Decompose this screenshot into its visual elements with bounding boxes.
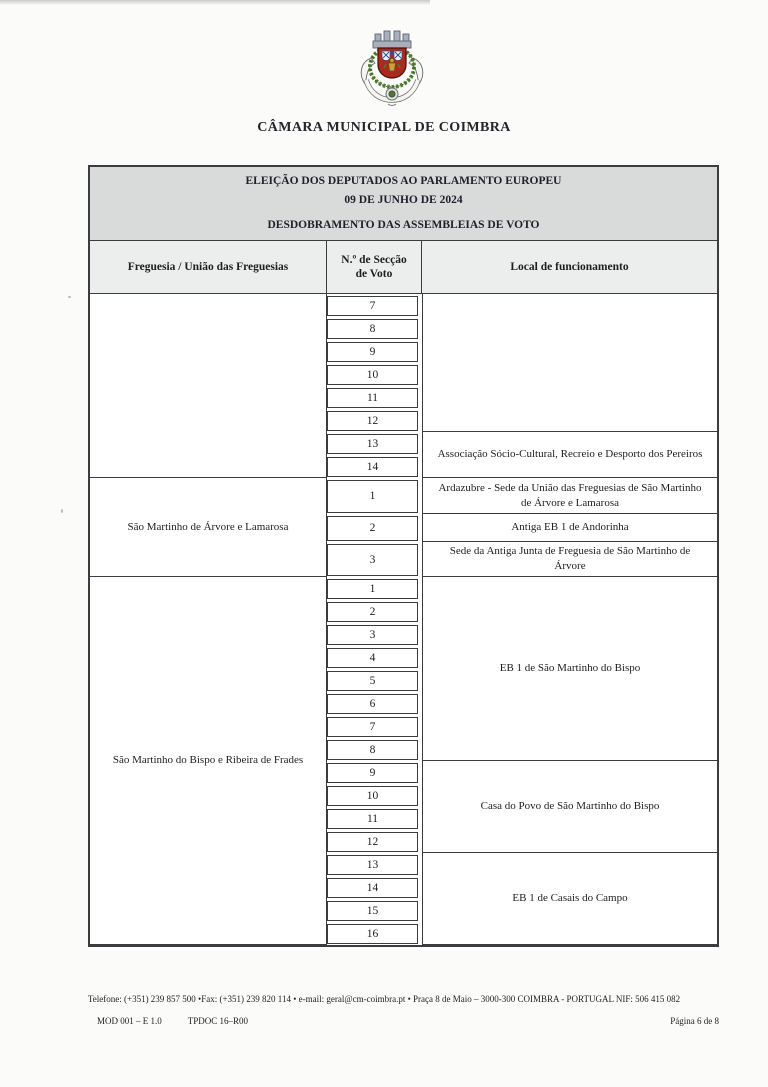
section-number-cell [327, 646, 422, 669]
section-number-cell [327, 807, 422, 830]
section-number: 2 [327, 516, 418, 541]
scan-speck [68, 296, 71, 298]
election-title: ELEIÇÃO DOS DEPUTADOS AO PARLAMENTO EUROPEU [245, 175, 562, 187]
section-number: 10 [327, 365, 418, 385]
section-number-cell [327, 542, 422, 577]
table-subtitle: DESDOBRAMENTO DAS ASSEMBLEIAS DE VOTO [267, 219, 540, 231]
section-number: 13 [327, 855, 418, 875]
election-banner [90, 167, 717, 241]
section-number: 2 [327, 602, 418, 622]
local-cell: Ardazubre - Sede da União das Freguesias de São Martinho de Árvore e Lamarosa [422, 478, 717, 514]
section-number: 9 [327, 763, 418, 783]
table-header-row [90, 241, 717, 294]
footer-meta-row [97, 1016, 719, 1026]
local-cell: EB 1 de São Martinho do Bispo [422, 577, 717, 761]
column-header-seccao: N.º de Secção de Voto [327, 241, 422, 293]
section-number: 14 [327, 457, 418, 477]
page-title: CÂMARA MUNICIPAL DE COIMBRA [257, 120, 511, 135]
section-number-cell [327, 669, 422, 692]
local-cell: Sede da Antiga Junta de Freguesia de São Martinho de Árvore [422, 542, 717, 577]
section-number-cell [327, 738, 422, 761]
section-number: 3 [327, 544, 418, 576]
section-number-cell [327, 853, 422, 876]
section-number: 12 [327, 411, 418, 431]
section-number: 13 [327, 434, 418, 454]
section-number-cell [327, 899, 422, 922]
local-cell: EB 1 de Casais do Campo [422, 853, 717, 945]
section-number-cell [327, 409, 422, 432]
section-number: 16 [327, 924, 418, 944]
section-number-cell [327, 478, 422, 514]
scan-speck [61, 509, 63, 513]
section-number-cell [327, 600, 422, 623]
section-number-cell [327, 386, 422, 409]
section-number: 3 [327, 625, 418, 645]
freguesia-cell [90, 294, 327, 478]
table-body [90, 294, 717, 945]
freguesia-cell: São Martinho do Bispo e Ribeira de Frades [90, 577, 327, 945]
section-number-cell [327, 784, 422, 807]
section-number: 1 [327, 480, 418, 513]
section-number-cell [327, 623, 422, 646]
section-number: 15 [327, 901, 418, 921]
section-number: 6 [327, 694, 418, 714]
local-cell: Casa do Povo de São Martinho do Bispo [422, 761, 717, 853]
freguesia-cell: São Martinho de Árvore e Lamarosa [90, 478, 327, 577]
section-number-cell [327, 294, 422, 317]
section-number-cell [327, 340, 422, 363]
section-number: 12 [327, 832, 418, 852]
document-codes [97, 1016, 274, 1026]
section-number: 9 [327, 342, 418, 362]
section-number-cell [327, 876, 422, 899]
section-number-cell [327, 761, 422, 784]
local-cell: Associação Sócio-Cultural, Recreio e Desporto dos Pereiros [422, 432, 717, 478]
section-number-cell [327, 577, 422, 600]
section-number-cell [327, 432, 422, 455]
scan-edge-artifact [0, 0, 430, 5]
section-number: 10 [327, 786, 418, 806]
section-number: 4 [327, 648, 418, 668]
column-header-freguesia: Freguesia / União das Freguesias [90, 241, 327, 293]
section-number: 7 [327, 717, 418, 737]
section-number-cell [327, 317, 422, 340]
section-number: 14 [327, 878, 418, 898]
coimbra-coat-of-arms-icon [352, 26, 432, 114]
section-number-cell [327, 922, 422, 945]
document-code-tpdoc: TPDOC 16–R00 [187, 1016, 249, 1026]
section-number-cell [327, 455, 422, 478]
section-number-cell [327, 692, 422, 715]
section-number-cell [327, 830, 422, 853]
election-date: 09 DE JUNHO DE 2024 [344, 194, 463, 206]
section-number: 7 [327, 296, 418, 316]
section-number-cell [327, 514, 422, 542]
section-number-cell [327, 715, 422, 738]
local-cell [422, 294, 717, 432]
column-header-local: Local de funcionamento [510, 260, 629, 273]
section-number: 8 [327, 740, 418, 760]
section-number: 5 [327, 671, 418, 691]
page-number: Página 6 de 8 [670, 1016, 719, 1026]
section-number-cell [327, 363, 422, 386]
document-code-mod: MOD 001 – E 1.0 [97, 1016, 162, 1026]
section-number: 11 [327, 388, 418, 408]
local-cell: Antiga EB 1 de Andorinha [422, 514, 717, 542]
section-number: 1 [327, 579, 418, 599]
section-number: 11 [327, 809, 418, 829]
footer-contact-line: Telefone: (+351) 239 857 500 •Fax: (+351) 239 820 114 • e-mail: geral@cm-coimbra.pt • Praça 8 de Maio – 3000-300 COIMBRA - PORTUGAL NIF: 506 415 082 [87, 994, 681, 1004]
section-number: 8 [327, 319, 418, 339]
assemblies-table [88, 165, 719, 947]
